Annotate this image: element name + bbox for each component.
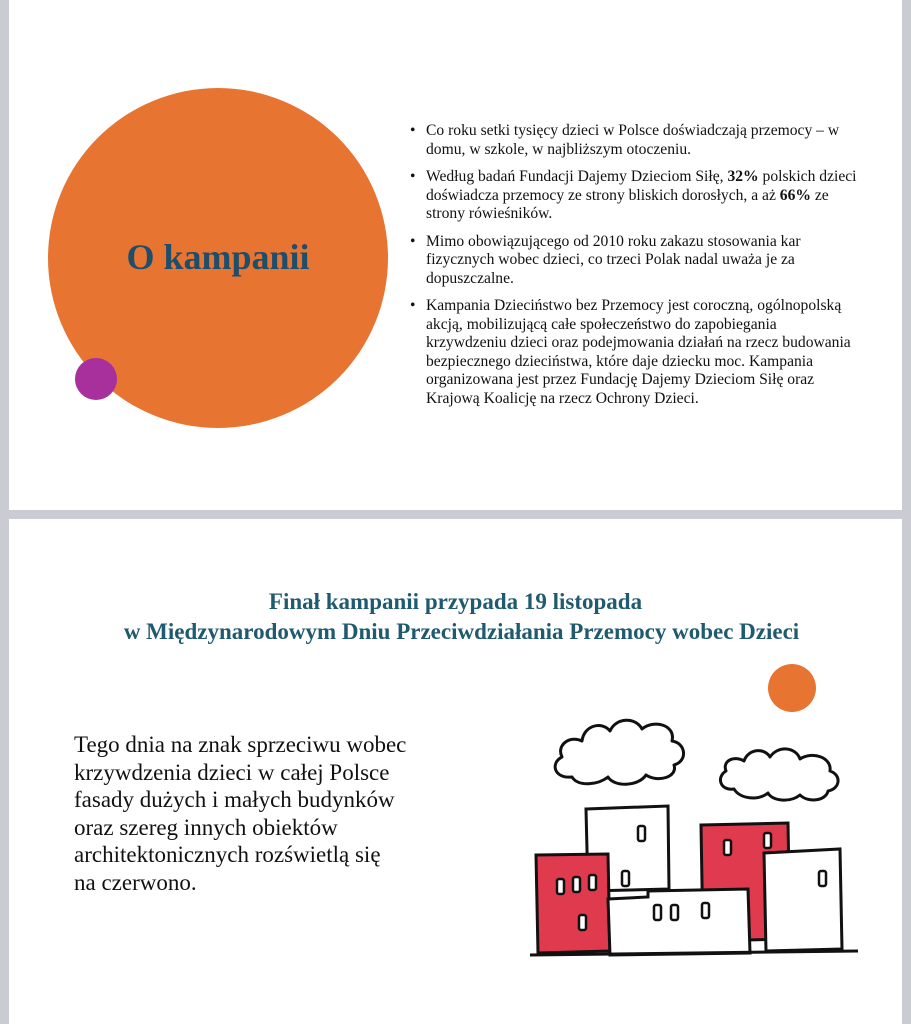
- bullet-text: polskich dzieci doświadcza przemocy ze strony bliskich dorosłych, a aż: [426, 168, 857, 204]
- body-line: krzywdzenia dzieci w całej Polsce: [74, 759, 390, 785]
- bullet-text: ze strony rówieśników.: [426, 186, 829, 222]
- bold-statistic: 32%: [727, 168, 759, 185]
- body-text: [74, 731, 494, 896]
- bold-statistic: 66%: [779, 186, 811, 204]
- purple-circle: [75, 358, 117, 400]
- building: [536, 854, 610, 953]
- slide-title: O kampanii: [126, 237, 310, 277]
- body-line: Tego dnia na znak sprzeciwu wobec: [74, 732, 407, 757]
- building: [764, 849, 842, 951]
- body-line: oraz szereg innych obiektów: [74, 814, 338, 840]
- body-line: architektonicznych rozświetlą się: [74, 842, 381, 867]
- bullet-list: [407, 122, 857, 417]
- heading-line-2: w Międzynarodowym Dniu Przeciwdziałania Przemocy wobec Dzieci: [123, 619, 800, 644]
- bullet-item: [407, 168, 857, 224]
- slide-heading: [9, 587, 902, 647]
- bullet-text: Kampania Dzieciństwo bez Przemocy jest coroczną, ogólnopolską akcją, mobilizującą całe społeczeństwo do zapobiegania krzywdzeniu dzieci oraz podejmowania działań na rzecz budowania bezpiecznego dzieciństwa, które daje dziecku moc. Kampania organizowana jest przez Fundację Dajemy Dzieciom Siłę oraz Krajową Koalicję na rzecz Ochrony Dzieci.: [426, 297, 851, 407]
- bullet-item: [407, 122, 857, 159]
- slide-o-kampanii: [9, 0, 902, 510]
- body-line: fasady dużych i małych budynków: [74, 787, 395, 812]
- sun-icon: [768, 664, 816, 712]
- body-line: na czerwono.: [74, 869, 197, 895]
- bullet-item: [407, 297, 857, 408]
- bullet-text: Według badań Fundacji Dajemy Dzieciom Siłę,: [426, 168, 728, 185]
- city-buildings-icon: [520, 659, 860, 969]
- bullet-text: Co roku setki tysięcy dzieci w Polsce doświadczają przemocy – w domu, w szkole, w najbliższym otoczeniu.: [426, 122, 840, 158]
- bullet-text: Mimo obowiązującego od 2010 roku zakazu stosowania kar fizycznych wobec dzieci, co trzeci Polak nadal uważa je za dopuszczalne.: [426, 232, 801, 287]
- bullet-item: [407, 233, 857, 289]
- building: [608, 889, 750, 955]
- slide-final-kampanii: [9, 519, 902, 1024]
- heading-line-1: Finał kampanii przypada 19 listopada: [268, 589, 643, 614]
- cloud-icon: [720, 749, 838, 800]
- cloud-icon: [555, 720, 683, 784]
